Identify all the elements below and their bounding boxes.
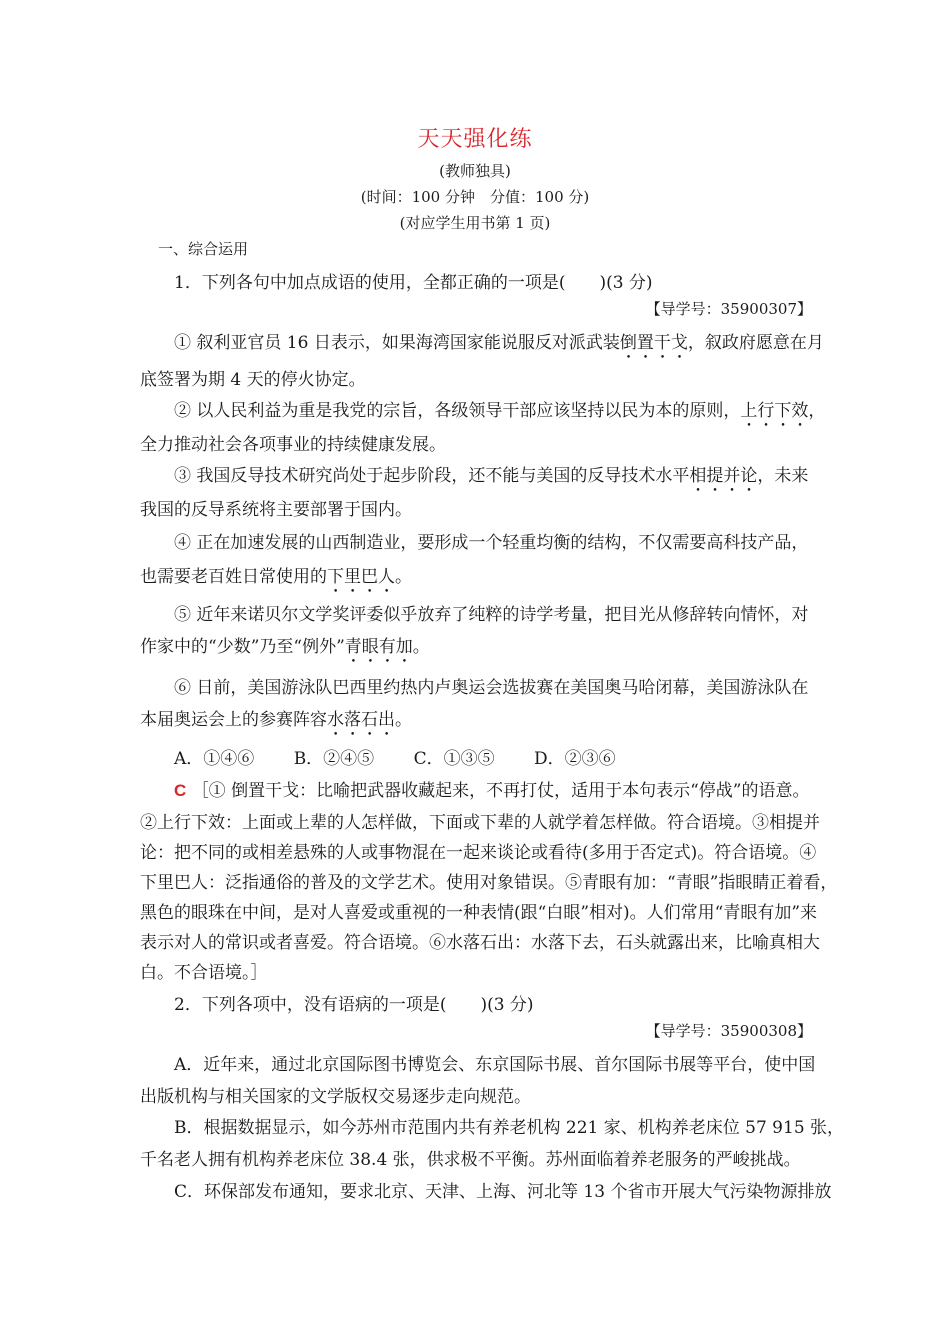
idiom-4: 下里巴人 — [327, 567, 395, 587]
q1-sentence-3: ③ 我国反导技术研究尚处于起步阶段，还不能与美国的反导技术水平相提并论，未来 — [174, 466, 809, 486]
q1-sentence-2-cont: 全力推动社会各项事业的持续健康发展。 — [140, 435, 446, 455]
q2-option-b-line-2: 千名老人拥有机构养老床位 38.4 张，供求极不平衡。苏州面临着养老服务的严峻挑战。 — [140, 1150, 801, 1170]
idiom-5: 青眼有加 — [344, 637, 413, 657]
q1-sentence-5: ⑤ 近年来诺贝尔文学奖评委似乎放弃了纯粹的诗学考量，把目光从修辞转向情怀，对 — [174, 605, 809, 625]
option-a: A．①④⑥ — [174, 749, 255, 769]
q1-explanation-line-3: 论：把不同的或相差悬殊的人或事物混在一起来谈论或看待(多用于否定式)。符合语境。④ — [140, 843, 817, 863]
q1-sentence-1: ① 叙利亚官员 16 日表示，如果海湾国家能说服反对派武装倒置干戈，叙政府愿意在月 — [174, 333, 824, 353]
q2-option-a-line-2: 出版机构与相关国家的文学版权交易逐步走向规范。 — [140, 1087, 531, 1107]
answer-letter: C — [174, 781, 187, 800]
q1-sentence-5-cont: 作家中的“少数”乃至“例外”青眼有加。 — [140, 637, 430, 657]
q2-option-c-line-1: C．环保部发布通知，要求北京、天津、上海、河北等 13 个省市开展大气污染物源排放 — [174, 1182, 832, 1202]
question-1-stem: 1．下列各句中加点成语的使用，全都正确的一项是( )(3 分) — [174, 273, 653, 293]
q1-explanation-line-6: 表示对人的常识或者喜爱。符合语境。⑥水落石出：水落下去，石头就露出来，比喻真相大 — [140, 933, 820, 953]
option-c: C．①③⑤ — [413, 749, 495, 769]
idiom-3: 相提并论 — [689, 466, 758, 486]
subtitle: (教师独具) — [439, 162, 511, 180]
question-2-stem: 2．下列各项中，没有语病的一项是( )(3 分) — [174, 995, 534, 1015]
idiom-1: 倒置干戈 — [619, 333, 688, 353]
q2-option-b-line-1: B．根据数据显示，如今苏州市范围内共有养老机构 221 家、机构养老床位 57 915 张， — [174, 1118, 845, 1138]
q1-options — [174, 744, 812, 769]
q1-sentence-4: ④ 正在加速发展的山西制造业，要形成一个轻重均衡的结构，不仅需要高科技产品， — [174, 533, 809, 553]
q1-sentence-1-cont: 底签署为期 4 天的停火协定。 — [140, 370, 366, 390]
q1-explanation-line-2: ②上行下效：上面或上辈的人怎样做，下面或下辈的人就学着怎样做。符合语境。③相提并 — [140, 813, 820, 833]
q1-sentence-6-cont: 本届奥运会上的参赛阵容水落石出。 — [140, 710, 412, 730]
q1-sentence-3-cont: 我国的反导系统将主要部署于国内。 — [140, 500, 412, 520]
q1-sentence-4-cont: 也需要老百姓日常使用的下里巴人。 — [140, 567, 412, 587]
idiom-2: 上行下效 — [740, 401, 809, 421]
page-title: 天天强化练 — [417, 127, 533, 152]
time-info: (时间：100 分钟 分值：100 分) — [360, 188, 590, 206]
question-2-guide-number: 【导学号：35900308】 — [645, 1022, 812, 1040]
section-heading: 一、综合运用 — [158, 240, 249, 258]
idiom-6: 水落石出 — [327, 710, 395, 730]
q1-explanation-line-1: C ［① 倒置干戈：比喻把武器收藏起来，不再打仗，适用于本句表示“停战”的语意。 — [174, 781, 810, 801]
page-reference: (对应学生用书第 1 页) — [399, 214, 551, 232]
option-d: D．②③⑥ — [534, 749, 616, 769]
q1-explanation-line-5: 黑色的眼珠在中间，是对人喜爱或重视的一种表情(跟“白眼”相对)。人们常用“青眼有加”来 — [140, 903, 818, 923]
q1-explanation-line-7: 白。不合语境。］ — [140, 963, 268, 983]
q1-explanation-line-4: 下里巴人：泛指通俗的普及的文学艺术。使用对象错误。⑤青眼有加：“青眼”指眼睛正着看， — [140, 873, 838, 893]
q1-sentence-2: ② 以人民利益为重是我党的宗旨，各级领导干部应该坚持以民为本的原则，上行下效， — [174, 401, 826, 421]
question-1-guide-number: 【导学号：35900307】 — [645, 300, 812, 318]
option-b: B．②④⑤ — [293, 749, 375, 769]
q1-sentence-6: ⑥ 日前，美国游泳队巴西里约热内卢奥运会选拔赛在美国奥马哈闭幕，美国游泳队在 — [174, 678, 809, 698]
q2-option-a-line-1: A．近年来，通过北京国际图书博览会、东京国际书展、首尔国际书展等平台，使中国 — [174, 1055, 816, 1075]
